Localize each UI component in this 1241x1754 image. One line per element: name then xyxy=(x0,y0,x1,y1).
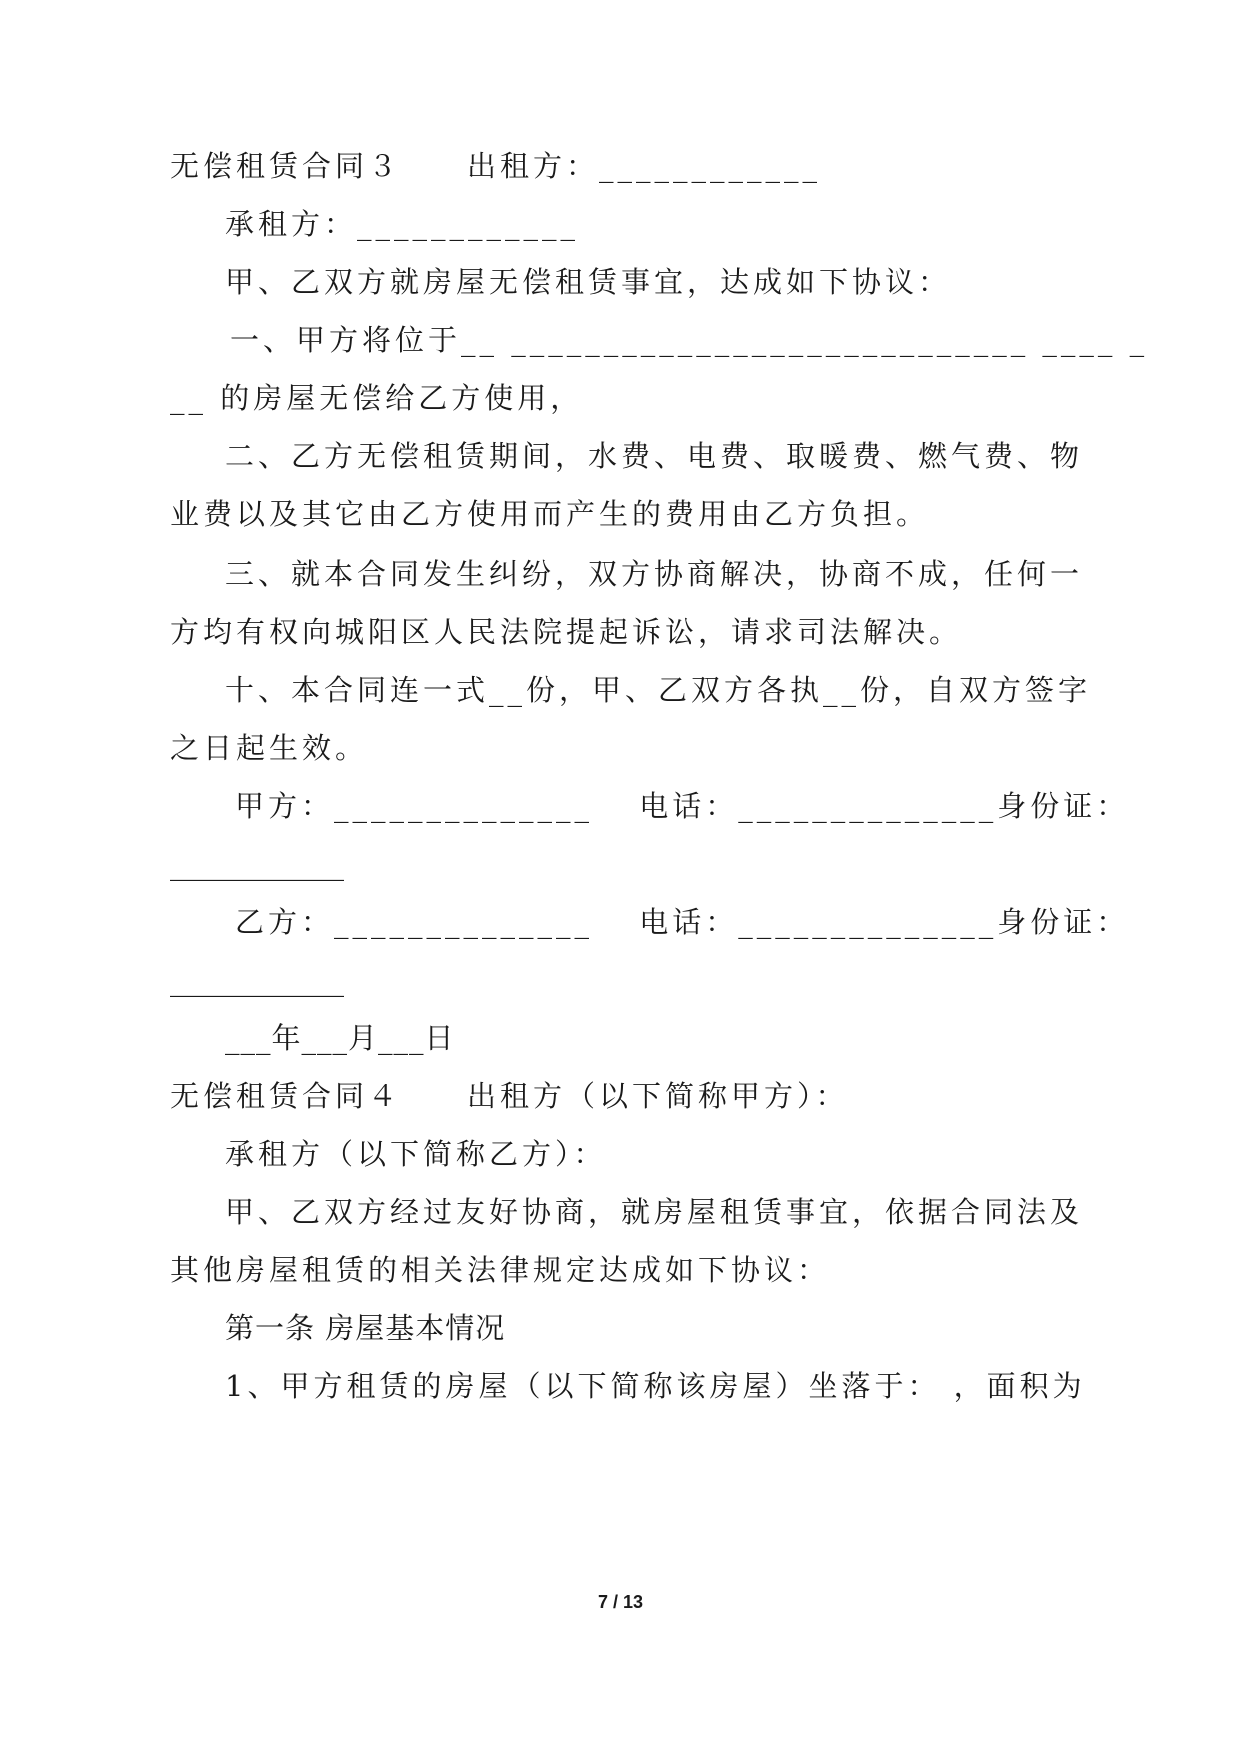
party-a-id-blank: ____________ xyxy=(170,847,344,881)
clause-1-line-1: 一、甲方将位于__ ____________________________ ____ _ xyxy=(230,323,1149,357)
clause-10-line-2: 之日起生效。 xyxy=(170,731,369,765)
party-a-signature-line: 甲方：______________ 电话：______________身份证： xyxy=(235,789,1130,823)
clause-1-line-2: __ 的房屋无偿给乙方使用， xyxy=(170,381,584,415)
contract-4-lessee-line: 承租方（以下简称乙方）： xyxy=(225,1137,607,1171)
clause-10-line-1: 十、本合同连一式__份，甲、乙双方各执__份，自双方签字 xyxy=(225,673,1092,707)
article-1-heading: 第一条 房屋基本情况 xyxy=(225,1311,506,1345)
party-b-id-blank: ____________ xyxy=(170,963,344,997)
clause-2-line-2: 业费以及其它由乙方使用而产生的费用由乙方负担。 xyxy=(170,497,930,531)
page-number: 7 / 13 xyxy=(597,1592,644,1612)
party-b-signature-line: 乙方：______________ 电话：______________身份证： xyxy=(235,905,1130,939)
contract-3-heading: 无偿租赁合同３ 出租方：____________ xyxy=(170,149,822,183)
date-line: ___年___月___日 xyxy=(225,1021,455,1055)
contract-4-intro-line-1: 甲、乙双方经过友好协商，就房屋租赁事宜，依据合同法及 xyxy=(225,1195,1084,1229)
contract-4-intro-line-2: 其他房屋租赁的相关法律规定达成如下协议： xyxy=(170,1253,831,1287)
contract-4-heading: 无偿租赁合同４ 出租方（以下简称甲方）： xyxy=(170,1079,849,1113)
agreement-intro: 甲、乙双方就房屋无偿租赁事宜，达成如下协议： xyxy=(225,265,952,299)
article-1-item-1: 1、甲方租赁的房屋（以下简称该房屋）坐落于： ，面积为 xyxy=(225,1369,1086,1403)
clause-3-line-1: 三、就本合同发生纠纷，双方协商解决，协商不成，任何一 xyxy=(225,557,1084,591)
clause-3-line-2: 方均有权向城阳区人民法院提起诉讼，请求司法解决。 xyxy=(170,615,963,649)
clause-2-line-1: 二、乙方无偿租赁期间，水费、电费、取暖费、燃气费、物 xyxy=(225,439,1084,473)
lessee-line: 承租方：____________ xyxy=(225,207,580,241)
